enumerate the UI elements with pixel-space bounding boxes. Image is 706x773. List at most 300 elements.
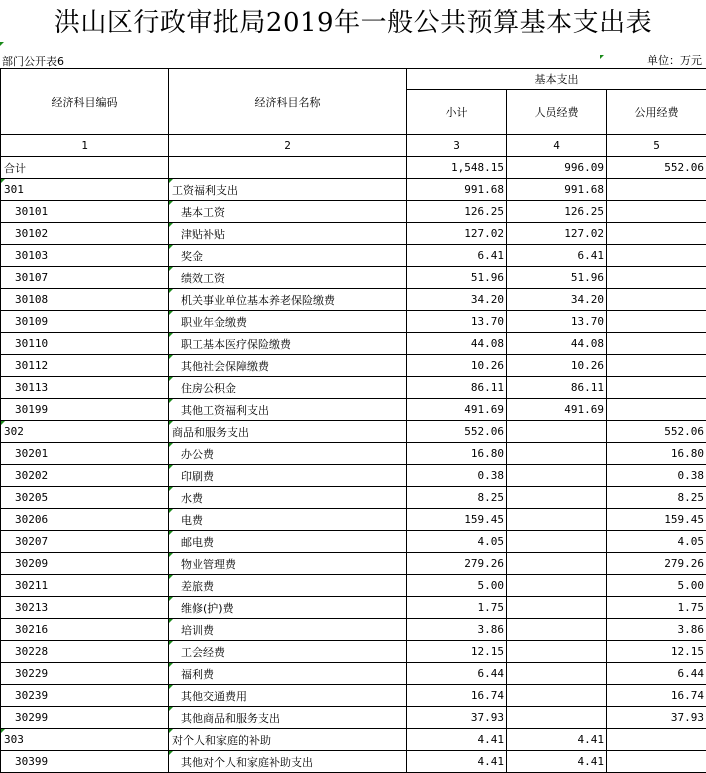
amount-public — [607, 509, 706, 531]
amount-public-text: 16.80 — [670, 447, 704, 460]
table-row — [1, 663, 706, 685]
account-name-text: 电费 — [181, 513, 203, 527]
amount-subtotal-text: 991.68 — [464, 183, 504, 196]
amount-public — [607, 553, 706, 575]
account-name — [169, 509, 407, 531]
cell-marker — [169, 685, 173, 689]
account-code-text: 30201 — [15, 447, 49, 460]
amount-subtotal — [407, 663, 507, 685]
cell-marker — [169, 597, 173, 601]
amount-subtotal-text: 34.20 — [470, 293, 504, 306]
cell-marker — [169, 201, 173, 205]
table-row — [1, 421, 706, 443]
account-code-text: 30109 — [15, 315, 49, 328]
amount-personnel — [507, 377, 607, 399]
table-row — [1, 641, 706, 663]
amount-personnel — [507, 575, 607, 597]
account-name-text: 其他商品和服务支出 — [181, 711, 280, 725]
account-code-text: 30205 — [15, 491, 49, 504]
amount-public — [607, 355, 706, 377]
table-row — [1, 223, 706, 245]
amount-public — [607, 311, 706, 333]
account-name-text: 差旅费 — [181, 579, 214, 593]
cell-marker — [169, 663, 173, 667]
amount-personnel — [507, 751, 607, 773]
amount-subtotal — [407, 553, 507, 575]
amount-subtotal — [407, 421, 507, 443]
account-name-text: 工会经费 — [181, 645, 225, 659]
cell-marker — [169, 509, 173, 513]
account-code-text: 30209 — [15, 557, 49, 570]
amount-subtotal-text: 10.26 — [470, 359, 504, 372]
account-code-text: 30108 — [15, 293, 49, 306]
table-row — [1, 575, 706, 597]
amount-subtotal-text: 126.25 — [464, 205, 504, 218]
amount-public — [607, 685, 706, 707]
account-name-text: 其他对个人和家庭补助支出 — [181, 755, 313, 769]
amount-public-text: 16.74 — [670, 689, 704, 702]
amount-personnel — [507, 355, 607, 377]
amount-public — [607, 201, 706, 223]
account-name-text: 邮电费 — [181, 535, 214, 549]
account-code — [1, 443, 169, 465]
amount-subtotal-text: 12.15 — [470, 645, 504, 658]
header-code: 经济科目编码 — [1, 69, 169, 135]
cell-marker — [600, 55, 604, 59]
amount-subtotal-text: 159.45 — [464, 513, 504, 526]
amount-subtotal-text: 5.00 — [477, 579, 504, 592]
amount-public — [607, 729, 706, 751]
amount-subtotal — [407, 685, 507, 707]
header-public: 公用经费 — [607, 90, 706, 135]
cell-marker — [169, 531, 173, 535]
table-row — [1, 333, 706, 355]
col-index: 1 — [1, 135, 169, 157]
amount-public — [607, 619, 706, 641]
amount-subtotal — [407, 487, 507, 509]
account-name — [169, 245, 407, 267]
amount-personnel — [507, 443, 607, 465]
amount-public — [607, 465, 706, 487]
amount-public — [607, 575, 706, 597]
amount-public — [607, 333, 706, 355]
amount-personnel-text: 491.69 — [564, 403, 604, 416]
amount-subtotal — [407, 267, 507, 289]
amount-public — [607, 531, 706, 553]
account-name-text: 其他交通费用 — [181, 689, 247, 703]
total-subtotal: 1,548.15 — [407, 157, 507, 179]
amount-personnel-text: 991.68 — [564, 183, 604, 196]
table-row — [1, 245, 706, 267]
account-name-text: 其他工资福利支出 — [181, 403, 269, 417]
cell-marker — [0, 42, 4, 46]
account-name — [169, 179, 407, 201]
account-code-text: 30211 — [15, 579, 49, 592]
account-name — [169, 663, 407, 685]
account-code-text: 30110 — [15, 337, 49, 350]
account-name — [169, 355, 407, 377]
amount-personnel — [507, 553, 607, 575]
account-code — [1, 729, 169, 751]
amount-public — [607, 289, 706, 311]
amount-subtotal-text: 8.25 — [477, 491, 504, 504]
cell-marker — [169, 729, 173, 733]
column-index-row — [1, 135, 706, 157]
cell-marker — [169, 619, 173, 623]
amount-public — [607, 179, 706, 201]
account-name — [169, 641, 407, 663]
table-row — [1, 399, 706, 421]
amount-public — [607, 487, 706, 509]
unit-label: 单位：万元 — [647, 54, 702, 67]
amount-public — [607, 421, 706, 443]
amount-subtotal-text: 1.75 — [477, 601, 504, 614]
amount-subtotal-text: 552.06 — [464, 425, 504, 438]
account-code-text: 302 — [4, 425, 24, 438]
amount-subtotal-text: 44.08 — [470, 337, 504, 350]
table-row — [1, 707, 706, 729]
amount-subtotal — [407, 289, 507, 311]
amount-personnel — [507, 685, 607, 707]
amount-personnel — [507, 311, 607, 333]
amount-personnel — [507, 267, 607, 289]
account-code-text: 30229 — [15, 667, 49, 680]
col-index: 5 — [607, 135, 706, 157]
account-code-text: 30399 — [15, 755, 49, 768]
cell-marker — [169, 553, 173, 557]
account-code — [1, 597, 169, 619]
amount-subtotal — [407, 619, 507, 641]
table-row — [1, 443, 706, 465]
page-title: 洪山区行政审批局2019年一般公共预算基本支出表 — [53, 8, 653, 38]
account-name — [169, 685, 407, 707]
table-row — [1, 597, 706, 619]
account-code-text: 30112 — [15, 359, 49, 372]
account-code — [1, 289, 169, 311]
amount-subtotal-text: 4.41 — [477, 733, 504, 746]
amount-public-text: 552.06 — [664, 425, 704, 438]
account-code — [1, 377, 169, 399]
account-name-text: 培训费 — [181, 623, 214, 637]
account-name — [169, 311, 407, 333]
account-code — [1, 311, 169, 333]
account-name-text: 维修(护)费 — [181, 601, 234, 615]
amount-personnel-text: 13.70 — [570, 315, 604, 328]
account-code-text: 30228 — [15, 645, 49, 658]
table-id: 部门公开表6 — [2, 55, 64, 68]
amount-subtotal — [407, 245, 507, 267]
amount-subtotal — [407, 201, 507, 223]
table-row — [1, 201, 706, 223]
amount-subtotal-text: 6.41 — [477, 249, 504, 262]
account-name-text: 基本工资 — [181, 205, 225, 219]
account-name — [169, 751, 407, 773]
amount-public-text: 159.45 — [664, 513, 704, 526]
account-name — [169, 619, 407, 641]
cell-marker — [169, 575, 173, 579]
amount-subtotal — [407, 223, 507, 245]
account-code-text: 30101 — [15, 205, 49, 218]
account-code — [1, 223, 169, 245]
account-name — [169, 707, 407, 729]
table-row — [1, 289, 706, 311]
amount-subtotal-text: 279.26 — [464, 557, 504, 570]
amount-public-text: 3.86 — [677, 623, 704, 636]
account-name — [169, 421, 407, 443]
cell-marker — [169, 289, 173, 293]
amount-subtotal — [407, 641, 507, 663]
account-code-text: 30299 — [15, 711, 49, 724]
account-name-text: 职业年金缴费 — [181, 315, 247, 329]
amount-public — [607, 267, 706, 289]
account-code-text: 30206 — [15, 513, 49, 526]
cell-marker — [169, 311, 173, 315]
amount-personnel — [507, 201, 607, 223]
amount-public — [607, 223, 706, 245]
account-code — [1, 641, 169, 663]
account-code — [1, 267, 169, 289]
cell-marker — [169, 355, 173, 359]
account-code — [1, 685, 169, 707]
account-name — [169, 487, 407, 509]
cell-marker — [169, 443, 173, 447]
account-name-text: 奖金 — [181, 249, 203, 263]
amount-personnel — [507, 399, 607, 421]
amount-personnel — [507, 465, 607, 487]
amount-personnel — [507, 333, 607, 355]
amount-subtotal-text: 6.44 — [477, 667, 504, 680]
cell-marker — [169, 487, 173, 491]
amount-personnel-text: 4.41 — [577, 733, 604, 746]
amount-personnel — [507, 487, 607, 509]
total-name — [169, 157, 407, 179]
account-name-text: 津贴补贴 — [181, 227, 225, 241]
amount-subtotal — [407, 399, 507, 421]
table-row — [1, 751, 706, 773]
account-name-text: 职工基本医疗保险缴费 — [181, 337, 291, 351]
amount-personnel — [507, 245, 607, 267]
amount-subtotal — [407, 597, 507, 619]
total-label: 合计 — [1, 157, 169, 179]
account-name-text: 商品和服务支出 — [172, 425, 249, 439]
account-name-text: 机关事业单位基本养老保险缴费 — [181, 293, 335, 307]
account-code — [1, 531, 169, 553]
account-code — [1, 751, 169, 773]
account-code — [1, 179, 169, 201]
total-personnel: 996.09 — [507, 157, 607, 179]
account-code — [1, 487, 169, 509]
account-code-text: 301 — [4, 183, 24, 196]
col-index: 2 — [169, 135, 407, 157]
cell-marker — [169, 465, 173, 469]
amount-personnel-text: 34.20 — [570, 293, 604, 306]
account-name — [169, 443, 407, 465]
amount-subtotal-text: 4.05 — [477, 535, 504, 548]
account-name — [169, 399, 407, 421]
cell-marker — [1, 421, 5, 425]
amount-public-text: 4.05 — [677, 535, 704, 548]
account-code — [1, 663, 169, 685]
account-name — [169, 553, 407, 575]
account-code-text: 30213 — [15, 601, 49, 614]
amount-subtotal-text: 491.69 — [464, 403, 504, 416]
amount-personnel-text: 127.02 — [564, 227, 604, 240]
account-code — [1, 245, 169, 267]
account-code-text: 30207 — [15, 535, 49, 548]
account-name — [169, 377, 407, 399]
amount-public-text: 37.93 — [670, 711, 704, 724]
account-name — [169, 575, 407, 597]
amount-personnel — [507, 509, 607, 531]
amount-subtotal — [407, 707, 507, 729]
amount-subtotal-text: 13.70 — [470, 315, 504, 328]
account-name — [169, 267, 407, 289]
amount-subtotal — [407, 531, 507, 553]
cell-marker — [169, 377, 173, 381]
cell-marker — [169, 245, 173, 249]
cell-marker — [169, 179, 173, 183]
amount-subtotal — [407, 729, 507, 751]
amount-personnel — [507, 729, 607, 751]
amount-personnel — [507, 179, 607, 201]
amount-subtotal — [407, 179, 507, 201]
amount-subtotal-text: 37.93 — [470, 711, 504, 724]
amount-subtotal-text: 51.96 — [470, 271, 504, 284]
amount-public — [607, 751, 706, 773]
account-code-text: 30113 — [15, 381, 49, 394]
account-code — [1, 575, 169, 597]
amount-subtotal — [407, 333, 507, 355]
account-code — [1, 355, 169, 377]
account-code — [1, 707, 169, 729]
cell-marker — [169, 707, 173, 711]
cell-marker — [169, 267, 173, 271]
cell-marker — [169, 751, 173, 755]
amount-personnel — [507, 597, 607, 619]
account-code-text: 303 — [4, 733, 24, 746]
table-row — [1, 179, 706, 201]
table-row — [1, 267, 706, 289]
cell-marker — [169, 333, 173, 337]
amount-subtotal — [407, 509, 507, 531]
amount-subtotal-text: 86.11 — [470, 381, 504, 394]
header-personnel: 人员经费 — [507, 90, 607, 135]
amount-subtotal — [407, 377, 507, 399]
account-code — [1, 465, 169, 487]
account-name — [169, 333, 407, 355]
amount-personnel — [507, 531, 607, 553]
account-code — [1, 333, 169, 355]
amount-subtotal-text: 0.38 — [477, 469, 504, 482]
account-code-text: 30202 — [15, 469, 49, 482]
amount-subtotal-text: 127.02 — [464, 227, 504, 240]
amount-personnel-text: 86.11 — [570, 381, 604, 394]
amount-public — [607, 377, 706, 399]
amount-public-text: 1.75 — [677, 601, 704, 614]
table-row — [1, 619, 706, 641]
account-code-text: 30199 — [15, 403, 49, 416]
table-row — [1, 509, 706, 531]
table-row — [1, 377, 706, 399]
amount-public — [607, 245, 706, 267]
amount-subtotal — [407, 311, 507, 333]
amount-subtotal-text: 16.74 — [470, 689, 504, 702]
account-name-text: 办公费 — [181, 447, 214, 461]
account-code-text: 30103 — [15, 249, 49, 262]
table-row — [1, 465, 706, 487]
amount-public-text: 6.44 — [677, 667, 704, 680]
account-code — [1, 399, 169, 421]
account-name — [169, 531, 407, 553]
cell-marker — [1, 729, 5, 733]
amount-public — [607, 663, 706, 685]
account-name — [169, 465, 407, 487]
total-public: 552.06 — [607, 157, 706, 179]
amount-public-text: 12.15 — [670, 645, 704, 658]
amount-public — [607, 443, 706, 465]
amount-personnel-text: 6.41 — [577, 249, 604, 262]
amount-public-text: 0.38 — [677, 469, 704, 482]
table-row — [1, 531, 706, 553]
header-name: 经济科目名称 — [169, 69, 407, 135]
amount-personnel — [507, 289, 607, 311]
amount-public-text: 279.26 — [664, 557, 704, 570]
account-code — [1, 553, 169, 575]
amount-personnel — [507, 421, 607, 443]
budget-table — [0, 68, 706, 773]
header-group: 基本支出 — [407, 69, 706, 90]
amount-subtotal-text: 4.41 — [477, 755, 504, 768]
account-code — [1, 201, 169, 223]
amount-personnel — [507, 641, 607, 663]
amount-public-text: 8.25 — [677, 491, 704, 504]
amount-personnel-text: 126.25 — [564, 205, 604, 218]
amount-personnel-text: 51.96 — [570, 271, 604, 284]
total-row — [1, 157, 706, 179]
amount-personnel — [507, 707, 607, 729]
account-name-text: 住房公积金 — [181, 381, 236, 395]
account-code-text: 30216 — [15, 623, 49, 636]
amount-personnel — [507, 223, 607, 245]
account-name-text: 福利费 — [181, 667, 214, 681]
account-name — [169, 201, 407, 223]
table-row — [1, 729, 706, 751]
account-name-text: 物业管理费 — [181, 557, 236, 571]
amount-public — [607, 707, 706, 729]
amount-subtotal-text: 16.80 — [470, 447, 504, 460]
account-name — [169, 729, 407, 751]
account-name-text: 其他社会保障缴费 — [181, 359, 269, 373]
amount-subtotal — [407, 751, 507, 773]
col-index: 4 — [507, 135, 607, 157]
amount-subtotal-text: 3.86 — [477, 623, 504, 636]
table-row — [1, 487, 706, 509]
account-code-text: 30107 — [15, 271, 49, 284]
cell-marker — [169, 399, 173, 403]
account-name — [169, 223, 407, 245]
account-name-text: 水费 — [181, 491, 203, 505]
amount-public — [607, 399, 706, 421]
account-name-text: 印刷费 — [181, 469, 214, 483]
header-subtotal: 小计 — [407, 90, 507, 135]
table-row — [1, 311, 706, 333]
col-index: 3 — [407, 135, 507, 157]
account-code — [1, 619, 169, 641]
cell-marker — [169, 421, 173, 425]
account-code-text: 30239 — [15, 689, 49, 702]
cell-marker — [169, 223, 173, 227]
amount-personnel-text: 4.41 — [577, 755, 604, 768]
